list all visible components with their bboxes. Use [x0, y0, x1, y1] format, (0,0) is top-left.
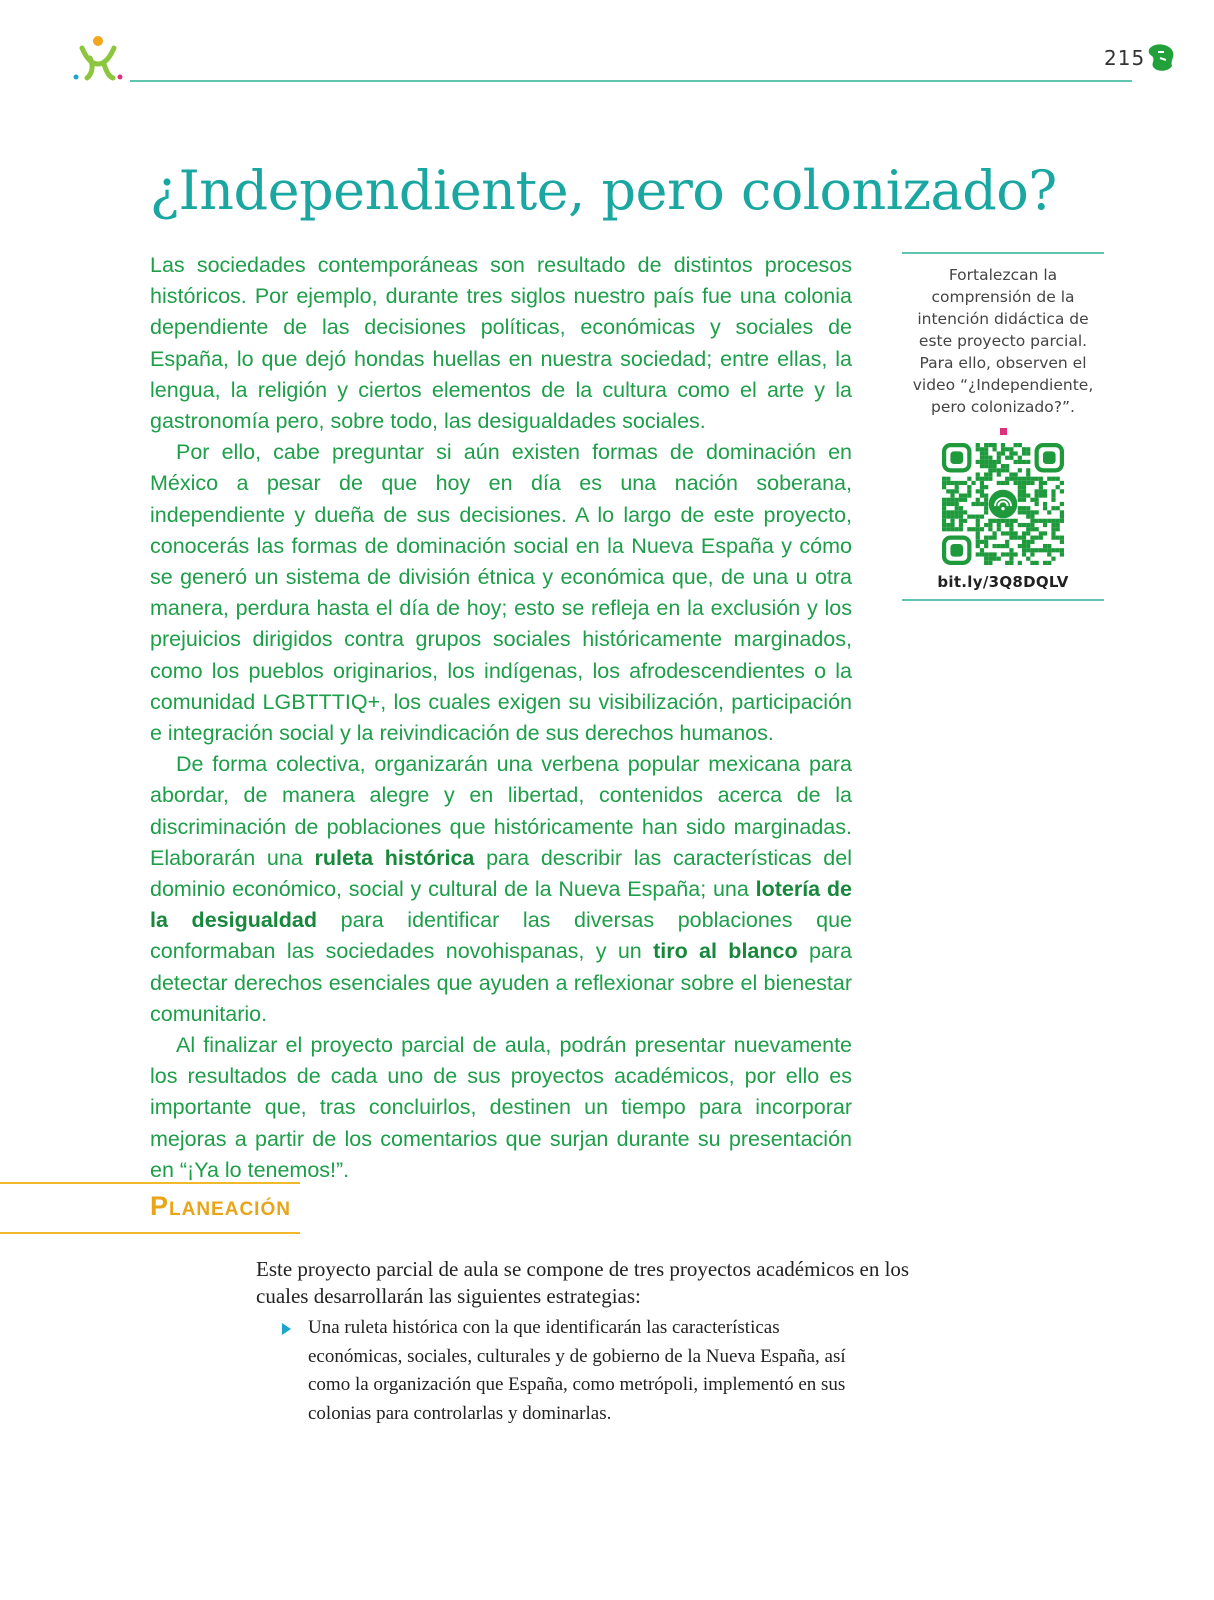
paragraph-3-text-a: De forma colectiva, organizarán una verbena popular mexicana para abordar, de manera alegre y en libertad, contenidos acerca de la discriminación de poblaciones que históricamente han sido marginadas. Elaborarán una	[150, 752, 852, 870]
paragraph-4: Al finalizar el proyecto parcial de aula, podrán presentar nuevamente los resultados de cada uno de sus proyectos académicos, por ello es importante que, tras concluirlos, destinen un tiempo para incorporar mejoras a partir de los comentarios que surjan durante su presentación en “¡Ya lo tenemos!”.	[150, 1033, 852, 1182]
planning-section	[256, 1256, 916, 1428]
planning-intro: Este proyecto parcial de aula se compone de tres proyectos académicos en los cuales desarrollarán las siguientes estrategias:	[256, 1257, 910, 1308]
acronym-lgbtttiq: LGBTTTIQ+	[262, 689, 381, 714]
paragraph-3	[150, 749, 852, 1030]
page-title: ¿Independiente, pero colonizado?	[150, 159, 1057, 222]
qr-code-icon[interactable]	[942, 443, 1064, 565]
bold-ruleta-historica: ruleta histórica	[314, 845, 475, 870]
pink-marker-icon	[1000, 428, 1007, 435]
paragraph-3-text-c: para describir las características del dominio económico, social y cultural de la Nueva España; una	[150, 845, 852, 902]
section-title: Planeación	[150, 1191, 291, 1221]
person-figure-logo-icon	[70, 34, 126, 82]
strategy-list	[256, 1314, 916, 1428]
triangle-bullet-icon	[282, 1323, 291, 1335]
page-number: 215	[1104, 46, 1146, 70]
paragraph-3-text-g: para detectar derechos esenciales que ayuden a reflexionar sobre el bienestar comunitario.	[150, 939, 852, 1026]
paragraph-1: Las sociedades contemporáneas son resultado de distintos procesos históricos. Por ejemplo, durante tres siglos nuestro país fue una colonia dependiente de las decisiones políticas, económicas y sociales de España, lo que dejó hondas huellas en nuestra sociedad; entre ellas, la lengua, la religión y ciertos elementos de la cultura como el arte y la gastronomía pero, sobre todo, las desigualdades sociales.	[150, 253, 852, 434]
video-link[interactable]: bit.ly/3Q8DQLV	[937, 573, 1069, 591]
paragraph-2-text: Por ello, cabe preguntar si aún existen formas de dominación en México a pesar de que hoy en día es una nación soberana, independiente y dueña de sus decisiones. A lo largo de este proyecto, conocerás las formas de dominación social en la Nueva España y cómo se generó un sistema de división étnica y económica que, de una u otra manera, perdura hasta el día de hoy; esto se refleja en la exclusión y los prejuicios dirigidos contra grupos sociales históricamente marginados, como los pueblos originarios, los indígenas, los afrodescendientes o la comunidad	[150, 440, 852, 714]
bold-tiro-al-blanco: tiro al blanco	[653, 939, 798, 964]
paragraph-2	[150, 437, 852, 749]
header-rule	[130, 80, 1132, 82]
paragraph-2-end: , los cuales exigen su visibilización, participación e integración social y la reivindicación de sus derechos humanos.	[150, 689, 852, 746]
aside-text: Fortalezcan la comprensión de la intención didáctica de este proyecto parcial. Para ello, observen el video “¿Independiente, pero colonizado?”.	[912, 266, 1094, 416]
green-leaf-glyph-icon	[1146, 42, 1176, 74]
video-aside-box	[902, 252, 1104, 601]
list-item-text: Una ruleta histórica con la que identificarán las características económicas, sociales, culturales y de gobierno de la Nueva España, así como la organización que España, como metrópoli, implementó en sus colonias para controlarlas y dominarlas.	[308, 1317, 846, 1424]
main-body-text	[150, 250, 852, 1186]
bold-loteria-desigualdad: lotería de la desigualdad	[150, 877, 852, 933]
paragraph-3-text-e: para identificar las diversas poblaciones que conformaban las sociedades novohispanas, y un	[150, 908, 852, 964]
list-item	[256, 1314, 873, 1428]
